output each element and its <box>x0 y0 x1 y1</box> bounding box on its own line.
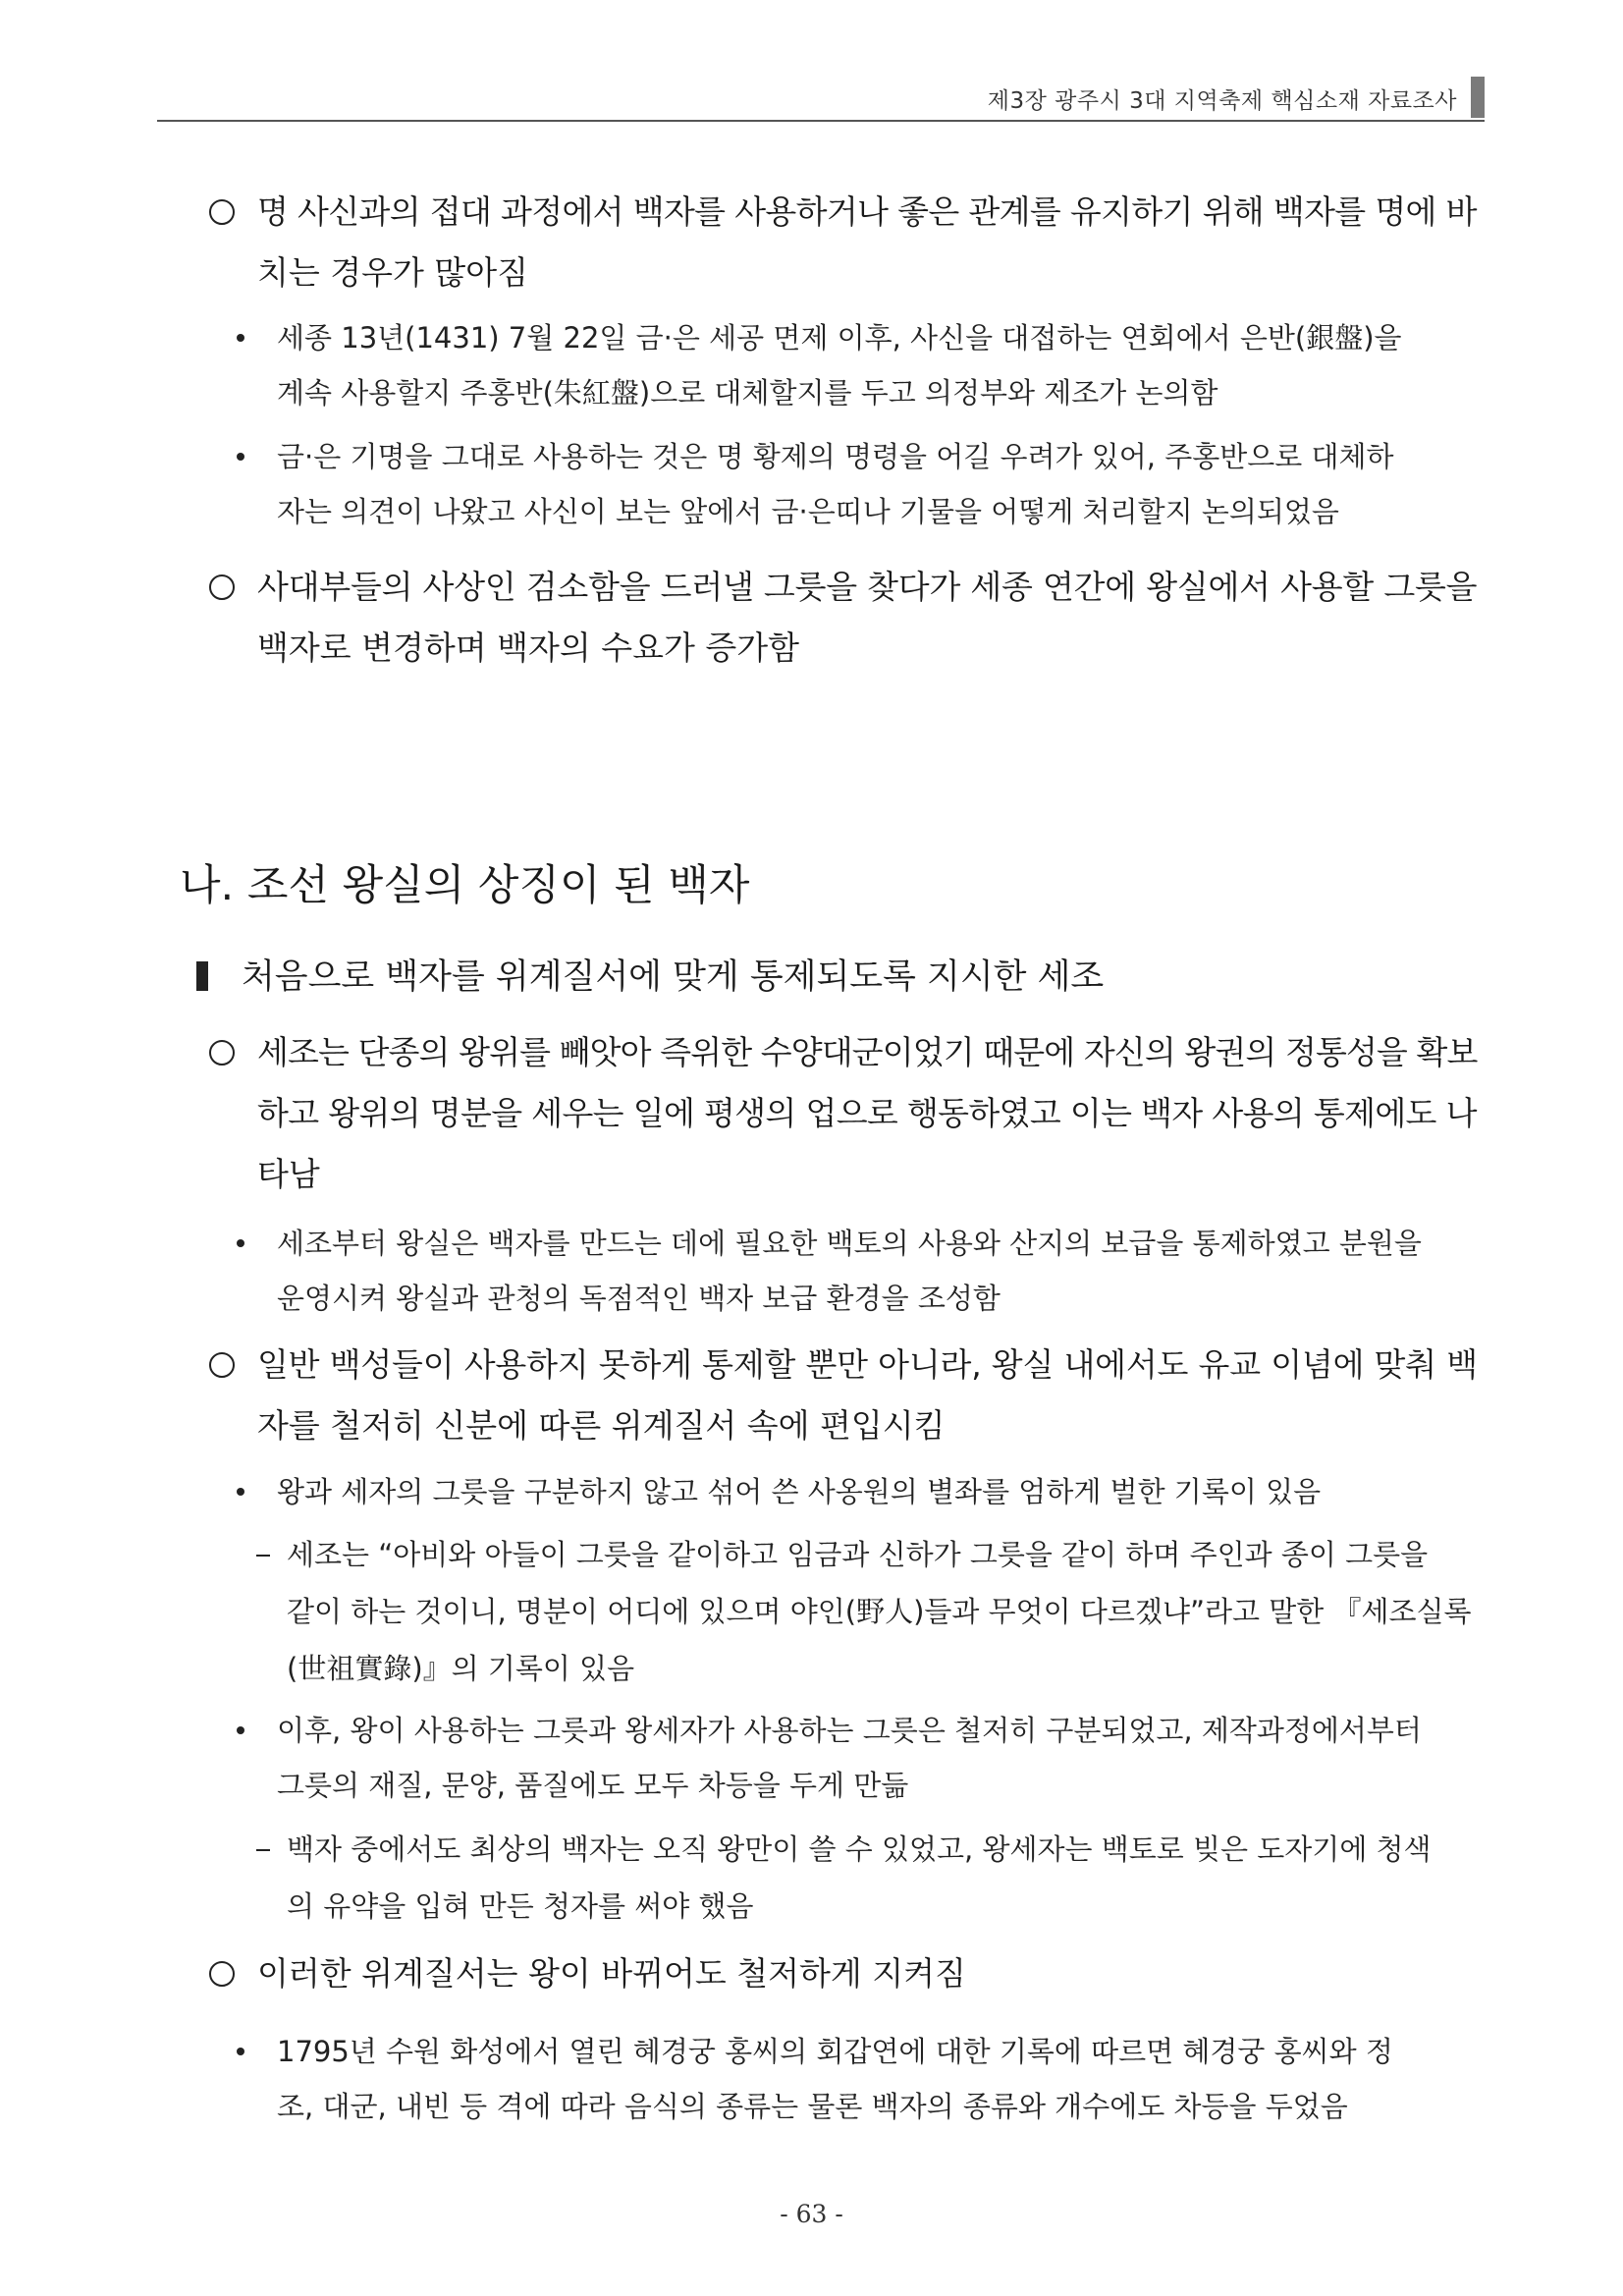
circle-bullet-icon <box>209 1352 235 1378</box>
circle-bullet-icon <box>209 1961 235 1987</box>
text-line: 세조는 “아비와 아들이 그릇을 같이하고 임금과 신하가 그릇을 같이 하며 주인과 종이 그릇을 <box>287 1538 1429 1571</box>
text-line: (世祖實錄)』의 기록이 있음 <box>287 1652 635 1685</box>
text-line: 이후, 왕이 사용하는 그릇과 왕세자가 사용하는 그릇은 철저히 구분되었고, 제작과정에서부터 <box>277 1714 1422 1747</box>
text-line: 세조부터 왕실은 백자를 만드는 데에 필요한 백토의 사용와 산지의 보급을 통제하였고 분원을 <box>277 1227 1422 1260</box>
subheading-marker-icon <box>196 961 208 991</box>
text-line: 계속 사용할지 주홍반(朱紅盤)으로 대체할지를 두고 의정부와 제조가 논의함 <box>277 376 1218 410</box>
text-line: 백자 중에서도 최상의 백자는 오직 왕만이 쓸 수 있었고, 왕세자는 백토로 빚은 도자기에 청색 <box>287 1832 1432 1866</box>
text-line: 운영시켜 왕실과 관청의 독점적인 백자 보급 환경을 조성함 <box>277 1282 1001 1315</box>
bullet-dot-icon <box>237 1239 244 1247</box>
bullet-dot-icon <box>237 334 244 342</box>
text-line: 같이 하는 것이니, 명분이 어디에 있으며 야인(野人)들과 무엇이 다르겠냐”라고 말한 『세조실록 <box>287 1595 1472 1628</box>
page-number: - 63 - <box>780 2200 843 2228</box>
text-line: 금·은 기명을 그대로 사용하는 것은 명 황제의 명령을 어길 우려가 있어, 주홍반으로 대체하 <box>277 440 1394 473</box>
text-line: 자는 의견이 나왔고 사신이 보는 앞에서 금·은띠나 기물을 어떻게 처리할지 논의되었음 <box>277 495 1339 528</box>
circle-bullet-icon <box>209 1040 235 1066</box>
header-accent-bar <box>1471 77 1485 118</box>
text-line: 조, 대군, 내빈 등 격에 따라 음식의 종류는 물론 백자의 종류와 개수에도 차등을 두었음 <box>277 2090 1348 2123</box>
dash-bullet-icon <box>256 1555 270 1557</box>
circle-bullet-icon <box>209 574 235 600</box>
bullet-dot-icon <box>237 1726 244 1734</box>
subheading: 처음으로 백자를 위계질서에 맞게 통제되도록 지시한 세조 <box>242 957 1105 997</box>
text-line: 그릇의 재질, 문양, 품질에도 모두 차등을 두게 만듦 <box>277 1769 909 1802</box>
text-line: 세종 13년(1431) 7월 22일 금·은 세공 면제 이후, 사신을 대접하는 연회에서 은반(銀盤)을 <box>277 321 1402 355</box>
text-line: 치는 경우가 많아짐 <box>257 253 529 292</box>
section-title: 나. 조선 왕실의 상징이 된 백자 <box>180 861 750 910</box>
bullet-dot-icon <box>237 1488 244 1496</box>
text-line: 사대부들의 사상인 검소함을 드러낼 그릇을 찾다가 세종 연간에 왕실에서 사용할 그릇을 <box>257 568 1478 606</box>
text-line: 왕과 세자의 그릇을 구분하지 않고 섞어 쓴 사옹원의 별좌를 엄하게 벌한 기록이 있음 <box>277 1475 1322 1508</box>
text-line: 1795년 수원 화성에서 열린 혜경궁 홍씨의 회갑연에 대한 기록에 따르면 혜경궁 홍씨와 정 <box>277 2035 1393 2068</box>
chapter-title: 제3장 광주시 3대 지역축제 핵심소재 자료조사 <box>987 88 1457 114</box>
circle-bullet-icon <box>209 199 235 225</box>
text-line: 이러한 위계질서는 왕이 바뀌어도 철저하게 지켜짐 <box>257 1954 966 1993</box>
bullet-dot-icon <box>237 453 244 461</box>
bullet-dot-icon <box>237 2048 244 2055</box>
text-line: 명 사신과의 접대 과정에서 백자를 사용하거나 좋은 관계를 유지하기 위해 백자를 명에 바 <box>257 192 1477 231</box>
dash-bullet-icon <box>256 1849 270 1851</box>
text-line: 자를 철저히 신분에 따른 위계질서 속에 편입시킴 <box>257 1406 946 1445</box>
text-line: 일반 백성들이 사용하지 못하게 통제할 뿐만 아니라, 왕실 내에서도 유교 이념에 맞춰 백 <box>257 1345 1478 1384</box>
text-line: 타남 <box>257 1155 320 1193</box>
text-line: 세조는 단종의 왕위를 빼앗아 즉위한 수양대군이었기 때문에 자신의 왕권의 정통성을 확보 <box>257 1033 1478 1071</box>
page-header <box>157 77 1485 122</box>
text-line: 의 유약을 입혀 만든 청자를 써야 했음 <box>287 1889 754 1923</box>
text-line: 하고 왕위의 명분을 세우는 일에 평생의 업으로 행동하였고 이는 백자 사용의 통제에도 나 <box>257 1094 1477 1132</box>
text-line: 백자로 변경하며 백자의 수요가 증가함 <box>257 629 800 667</box>
